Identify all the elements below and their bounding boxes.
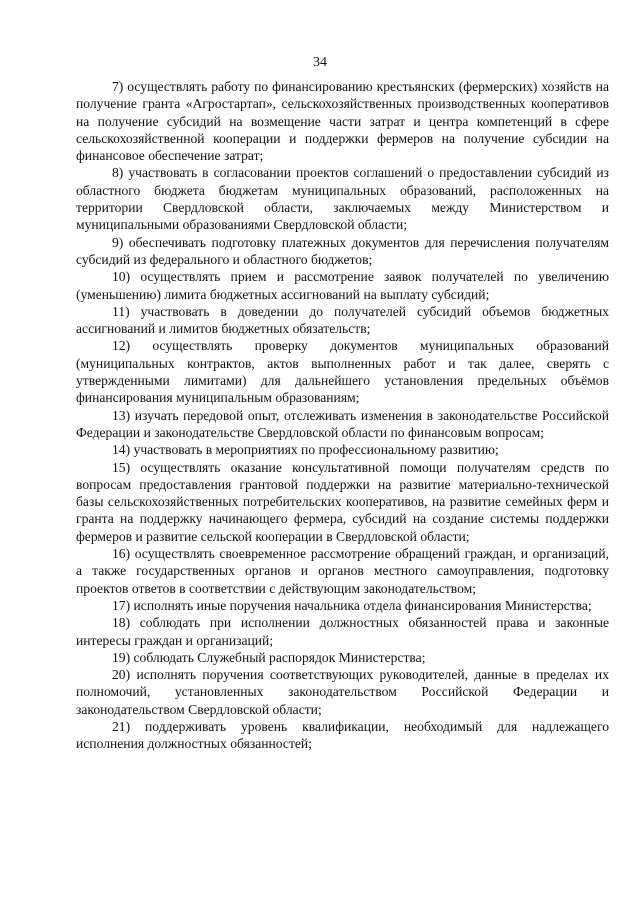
- list-item-13: 13) изучать передовой опыт, отслеживать изменения в законодательстве Российской Федерации и законодательстве Свердловской области по финансовым вопросам;: [76, 407, 609, 440]
- document-body: [76, 78, 609, 753]
- list-item-15: 15) осуществлять оказание консультативной помощи получателям средств по вопросам предоставления грантовой поддержки на развитие материально-технической базы сельскохозяйственных потребительских кооперативов, на развитие семейных ферм и гранта на поддержку начинающего фермера, субсидий на создание системы поддержки фермеров и развитие сельской кооперации в Свердловской области;: [76, 459, 609, 544]
- page-number: 34: [313, 55, 327, 70]
- list-item-10: 10) осуществлять прием и рассмотрение заявок получателей по увеличению (уменьшению) лимита бюджетных ассигнований на выплату субсидий;: [76, 269, 609, 302]
- list-item-18: 18) соблюдать при исполнении должностных обязанностей права и законные интересы граждан и организаций;: [76, 615, 609, 648]
- list-item-20: 20) исполнять поручения соответствующих руководителей, данные в пределах их полномочий, установленных законодательством Российской Федерации и законодательством Свердловской области;: [76, 667, 609, 717]
- list-item-12: 12) осуществлять проверку документов муниципальных образований (муниципальных контрактов, актов выполненных работ и так далее, сверять с утвержденными лимитами) для дальнейшего установления предельных объёмов финансирования муниципальным образованиям;: [76, 338, 609, 406]
- list-item-17: 17) исполнять иные поручения начальника отдела финансирования Министерства;: [112, 597, 592, 613]
- list-item-16: 16) осуществлять своевременное рассмотрение обращений граждан, и организаций, а также государственных органов и органов местного самоуправления, подготовку проектов ответов в соответствии с действующим законодательством;: [76, 546, 609, 596]
- list-item-8: 8) участвовать в согласовании проектов соглашений о предоставлении субсидий из областного бюджета бюджетам муниципальных образований, расположенных на территории Свердловской области, заключаемых между Министерством и муниципальными образованиями Свердловской области;: [76, 165, 609, 233]
- list-item-21: 21) поддерживать уровень квалификации, необходимый для надлежащего исполнения должностных обязанностей;: [76, 718, 609, 752]
- list-item-9: 9) обеспечивать подготовку платежных документов для перечисления получателям субсидий из федерального и областного бюджетов;: [76, 234, 609, 267]
- list-item-19: 19) соблюдать Служебный распорядок Министерства;: [112, 649, 426, 665]
- list-item-14: 14) участвовать в мероприятиях по профессиональному развитию;: [112, 442, 499, 458]
- list-item-11: 11) участвовать в доведении до получателей субсидий объемов бюджетных ассигнований и лимитов бюджетных обязательств;: [76, 303, 609, 337]
- list-item-7: 7) осуществлять работу по финансированию крестьянских (фермерских) хозяйств на получение гранта «Агростартап», сельскохозяйственных производственных кооперативов на получение субсидий на возмещение части затрат и центра компетенций в сфере сельскохозяйственной кооперации и поддержки фермеров на получение субсидии на финансовое обеспечение затрат;: [76, 79, 609, 164]
